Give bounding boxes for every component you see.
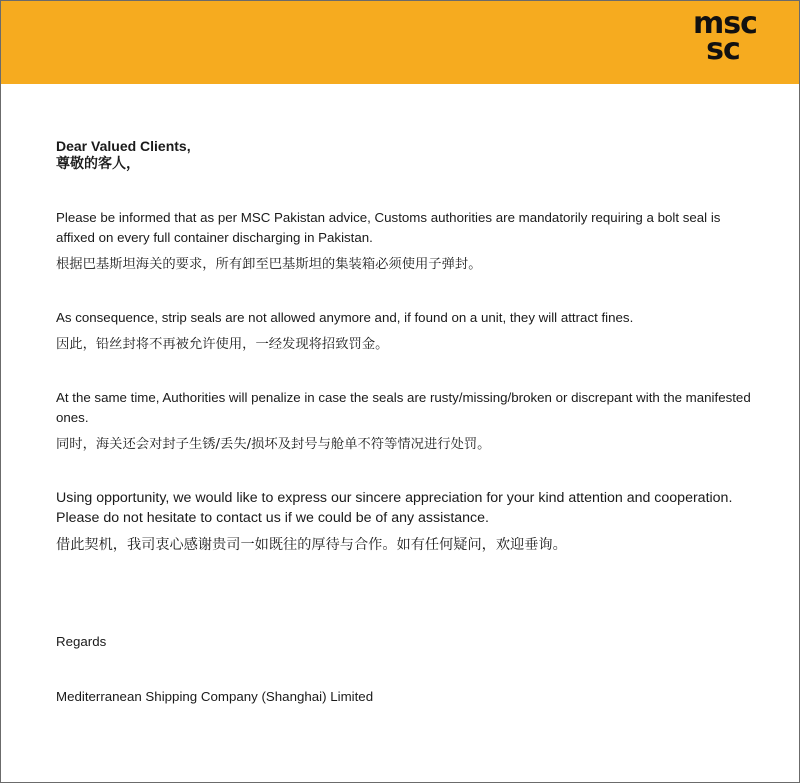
paragraph-1-chinese: 根据巴基斯坦海关的要求，所有卸至巴基斯坦的集装箱必须使用子弹封。 [56,257,482,272]
paragraph-2-english: As consequence, strip seals are not allowed anymore and, if found on a unit, they will attract fines. [56,310,634,325]
paragraph-3-chinese: 同时，海关还会对封子生锈/丢失/损坏及封号与舱单不符等情况进行处罚。 [56,437,491,452]
closing-regards: Regards [56,634,107,649]
msc-logo [693,6,757,67]
greeting-english: Dear Valued Clients, [56,138,191,154]
letter-body [56,137,756,707]
logo-line-1: msc [693,6,757,41]
company-name: Mediterranean Shipping Company (Shanghai) Limited [56,689,374,704]
paragraph-4-english: Using opportunity, we would like to express our sincere appreciation for your kind attention and cooperation. Please do not hesitate to contact us if we could be of any assistance. [56,490,733,526]
paragraph-4-chinese: 借此契机，我司衷心感谢贵司一如既往的厚待与合作。如有任何疑问，欢迎垂询。 [56,537,567,553]
greeting-chinese: 尊敬的客人， [56,156,140,172]
paragraph-1-english: Please be informed that as per MSC Pakistan advice, Customs authorities are mandatorily requiring a bolt seal is affixed on every full container discharging in Pakistan. [56,210,721,245]
header-band [1,1,799,84]
logo-line-2: sc [706,32,740,67]
paragraph-3-english: At the same time, Authorities will penalize in case the seals are rusty/missing/broken or discrepant with the manifested ones. [56,390,751,425]
paragraph-2-chinese: 因此，铅丝封将不再被允许使用，一经发现将招致罚金。 [56,337,389,352]
